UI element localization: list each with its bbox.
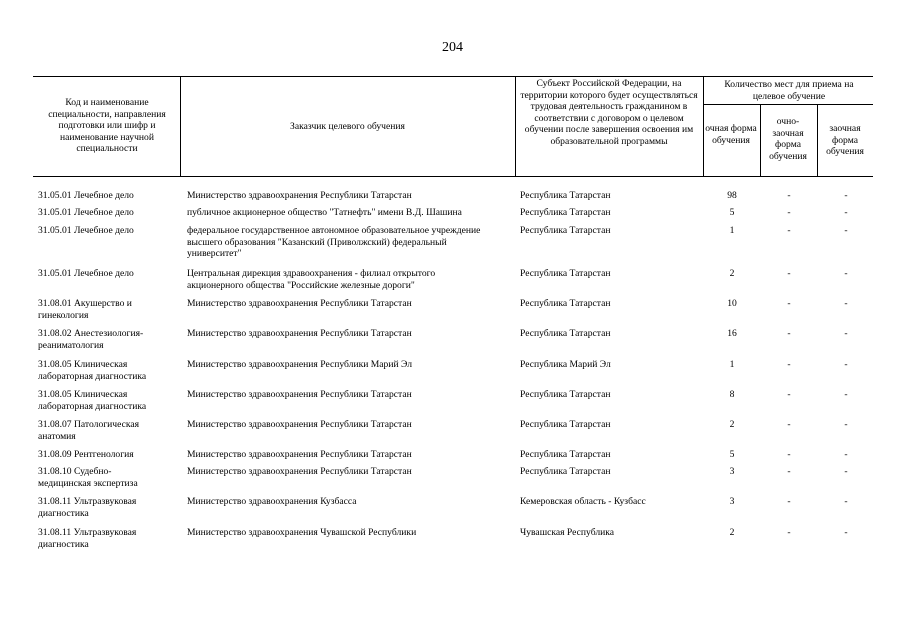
row-part-time: - [787,466,791,477]
row-extramural: - [844,298,848,309]
column-divider [760,104,761,176]
row-part-time: - [787,190,791,201]
row-subject: Республика Татарстан [520,328,611,339]
page-number: 204 [442,40,463,55]
row-subject: Республика Марий Эл [520,359,611,370]
row-extramural: - [844,207,848,218]
header-subject: Субъект Российской Федерации, на территории которого будет осуществляться трудовая деятельность гражданином в соответствии с договором о целевом обучении после завершения освоения им образовательной программы [520,78,698,147]
row-full-time: 16 [727,328,737,339]
row-extramural: - [844,268,848,279]
column-divider [180,76,181,176]
row-part-time: - [787,328,791,339]
row-customer: Министерство здравоохранения Республики Марий Эл [187,359,413,370]
row-extramural: - [844,527,848,538]
row-full-time: 2 [729,268,735,279]
row-full-time: 3 [729,496,735,507]
row-extramural: - [844,190,848,201]
row-code: 31.08.11 Ультразвуковая диагностика [38,527,137,550]
row-part-time: - [787,449,791,460]
row-subject: Кемеровская область - Кузбасс [520,496,646,507]
row-subject: Республика Татарстан [520,419,611,430]
row-customer: Министерство здравоохранения Республики Татарстан [187,419,412,430]
header-places: Количество мест для приема на целевое обучение [724,79,854,102]
header-customer: Заказчик целевого обучения [290,121,405,132]
row-customer: Министерство здравоохранения Кузбасса [187,496,357,507]
row-code: 31.08.09 Рентгенология [38,449,134,460]
row-extramural: - [844,449,848,460]
row-code: 31.08.02 Анестезиология-реаниматология [38,328,144,351]
row-full-time: 5 [729,449,735,460]
row-customer: Министерство здравоохранения Республики Татарстан [187,449,412,460]
row-customer: публичное акционерное общество "Татнефть" имени В.Д. Шашина [187,207,462,218]
row-extramural: - [844,466,848,477]
row-full-time: 8 [729,389,735,400]
row-extramural: - [844,496,848,507]
header-full-time: очная форма обучения [705,123,757,146]
row-part-time: - [787,225,791,236]
row-subject: Чувашская Республика [520,527,615,538]
row-extramural: - [844,419,848,430]
row-customer: Министерство здравоохранения Республики Татарстан [187,298,412,309]
row-part-time: - [787,389,791,400]
row-full-time: 2 [729,527,735,538]
row-code: 31.05.01 Лечебное дело [38,225,134,236]
column-divider [703,76,704,176]
row-part-time: - [787,207,791,218]
row-full-time: 1 [729,225,735,236]
row-part-time: - [787,298,791,309]
row-customer: Министерство здравоохранения Республики Татарстан [187,389,412,400]
row-code: 31.08.07 Патологическая анатомия [38,419,140,442]
row-code: 31.08.11 Ультразвуковая диагностика [38,496,137,519]
row-subject: Республика Татарстан [520,449,611,460]
row-code: 31.08.05 Клиническая лабораторная диагностика [38,359,147,382]
row-subject: Республика Татарстан [520,466,611,477]
header-part-time: очно-заочная форма обучения [769,116,807,162]
row-subject: Республика Татарстан [520,389,611,400]
row-code: 31.05.01 Лечебное дело [38,190,134,201]
row-subject: Республика Татарстан [520,207,611,218]
row-customer: Центральная дирекция здравоохранения - филиал открытого акционерного общества "Российские железные дороги" [187,268,436,291]
row-part-time: - [787,496,791,507]
header-bottom-border [33,176,873,177]
column-divider [817,104,818,176]
places-subheader-border [703,104,873,105]
row-extramural: - [844,225,848,236]
row-full-time: 3 [729,466,735,477]
row-extramural: - [844,328,848,339]
column-divider [515,76,516,176]
row-customer: федеральное государственное автономное образовательное учреждение высшего образования "Казанский (Приволжский) федеральный университет" [187,225,481,260]
row-full-time: 2 [729,419,735,430]
row-full-time: 10 [727,298,737,309]
header-top-border [33,76,873,77]
header-code: Код и наименование специальности, направления подготовки или шифр и наименование научной специальности [48,97,166,155]
row-extramural: - [844,389,848,400]
row-full-time: 5 [729,207,735,218]
row-subject: Республика Татарстан [520,190,611,201]
row-extramural: - [844,359,848,370]
row-code: 31.08.01 Акушерство и гинекология [38,298,132,321]
row-code: 31.08.05 Клиническая лабораторная диагностика [38,389,147,412]
row-code: 31.05.01 Лечебное дело [38,207,134,218]
header-extramural: заочная форма обучения [826,123,864,158]
row-customer: Министерство здравоохранения Чувашской Республики [187,527,417,538]
row-subject: Республика Татарстан [520,268,611,279]
row-customer: Министерство здравоохранения Республики Татарстан [187,466,412,477]
row-part-time: - [787,359,791,370]
row-subject: Республика Татарстан [520,298,611,309]
row-part-time: - [787,419,791,430]
row-full-time: 1 [729,359,735,370]
row-customer: Министерство здравоохранения Республики Татарстан [187,190,412,201]
row-part-time: - [787,268,791,279]
row-customer: Министерство здравоохранения Республики Татарстан [187,328,412,339]
row-full-time: 98 [727,190,737,201]
row-subject: Республика Татарстан [520,225,611,236]
row-code: 31.05.01 Лечебное дело [38,268,134,279]
row-code: 31.08.10 Судебно-медицинская экспертиза [38,466,138,489]
row-part-time: - [787,527,791,538]
